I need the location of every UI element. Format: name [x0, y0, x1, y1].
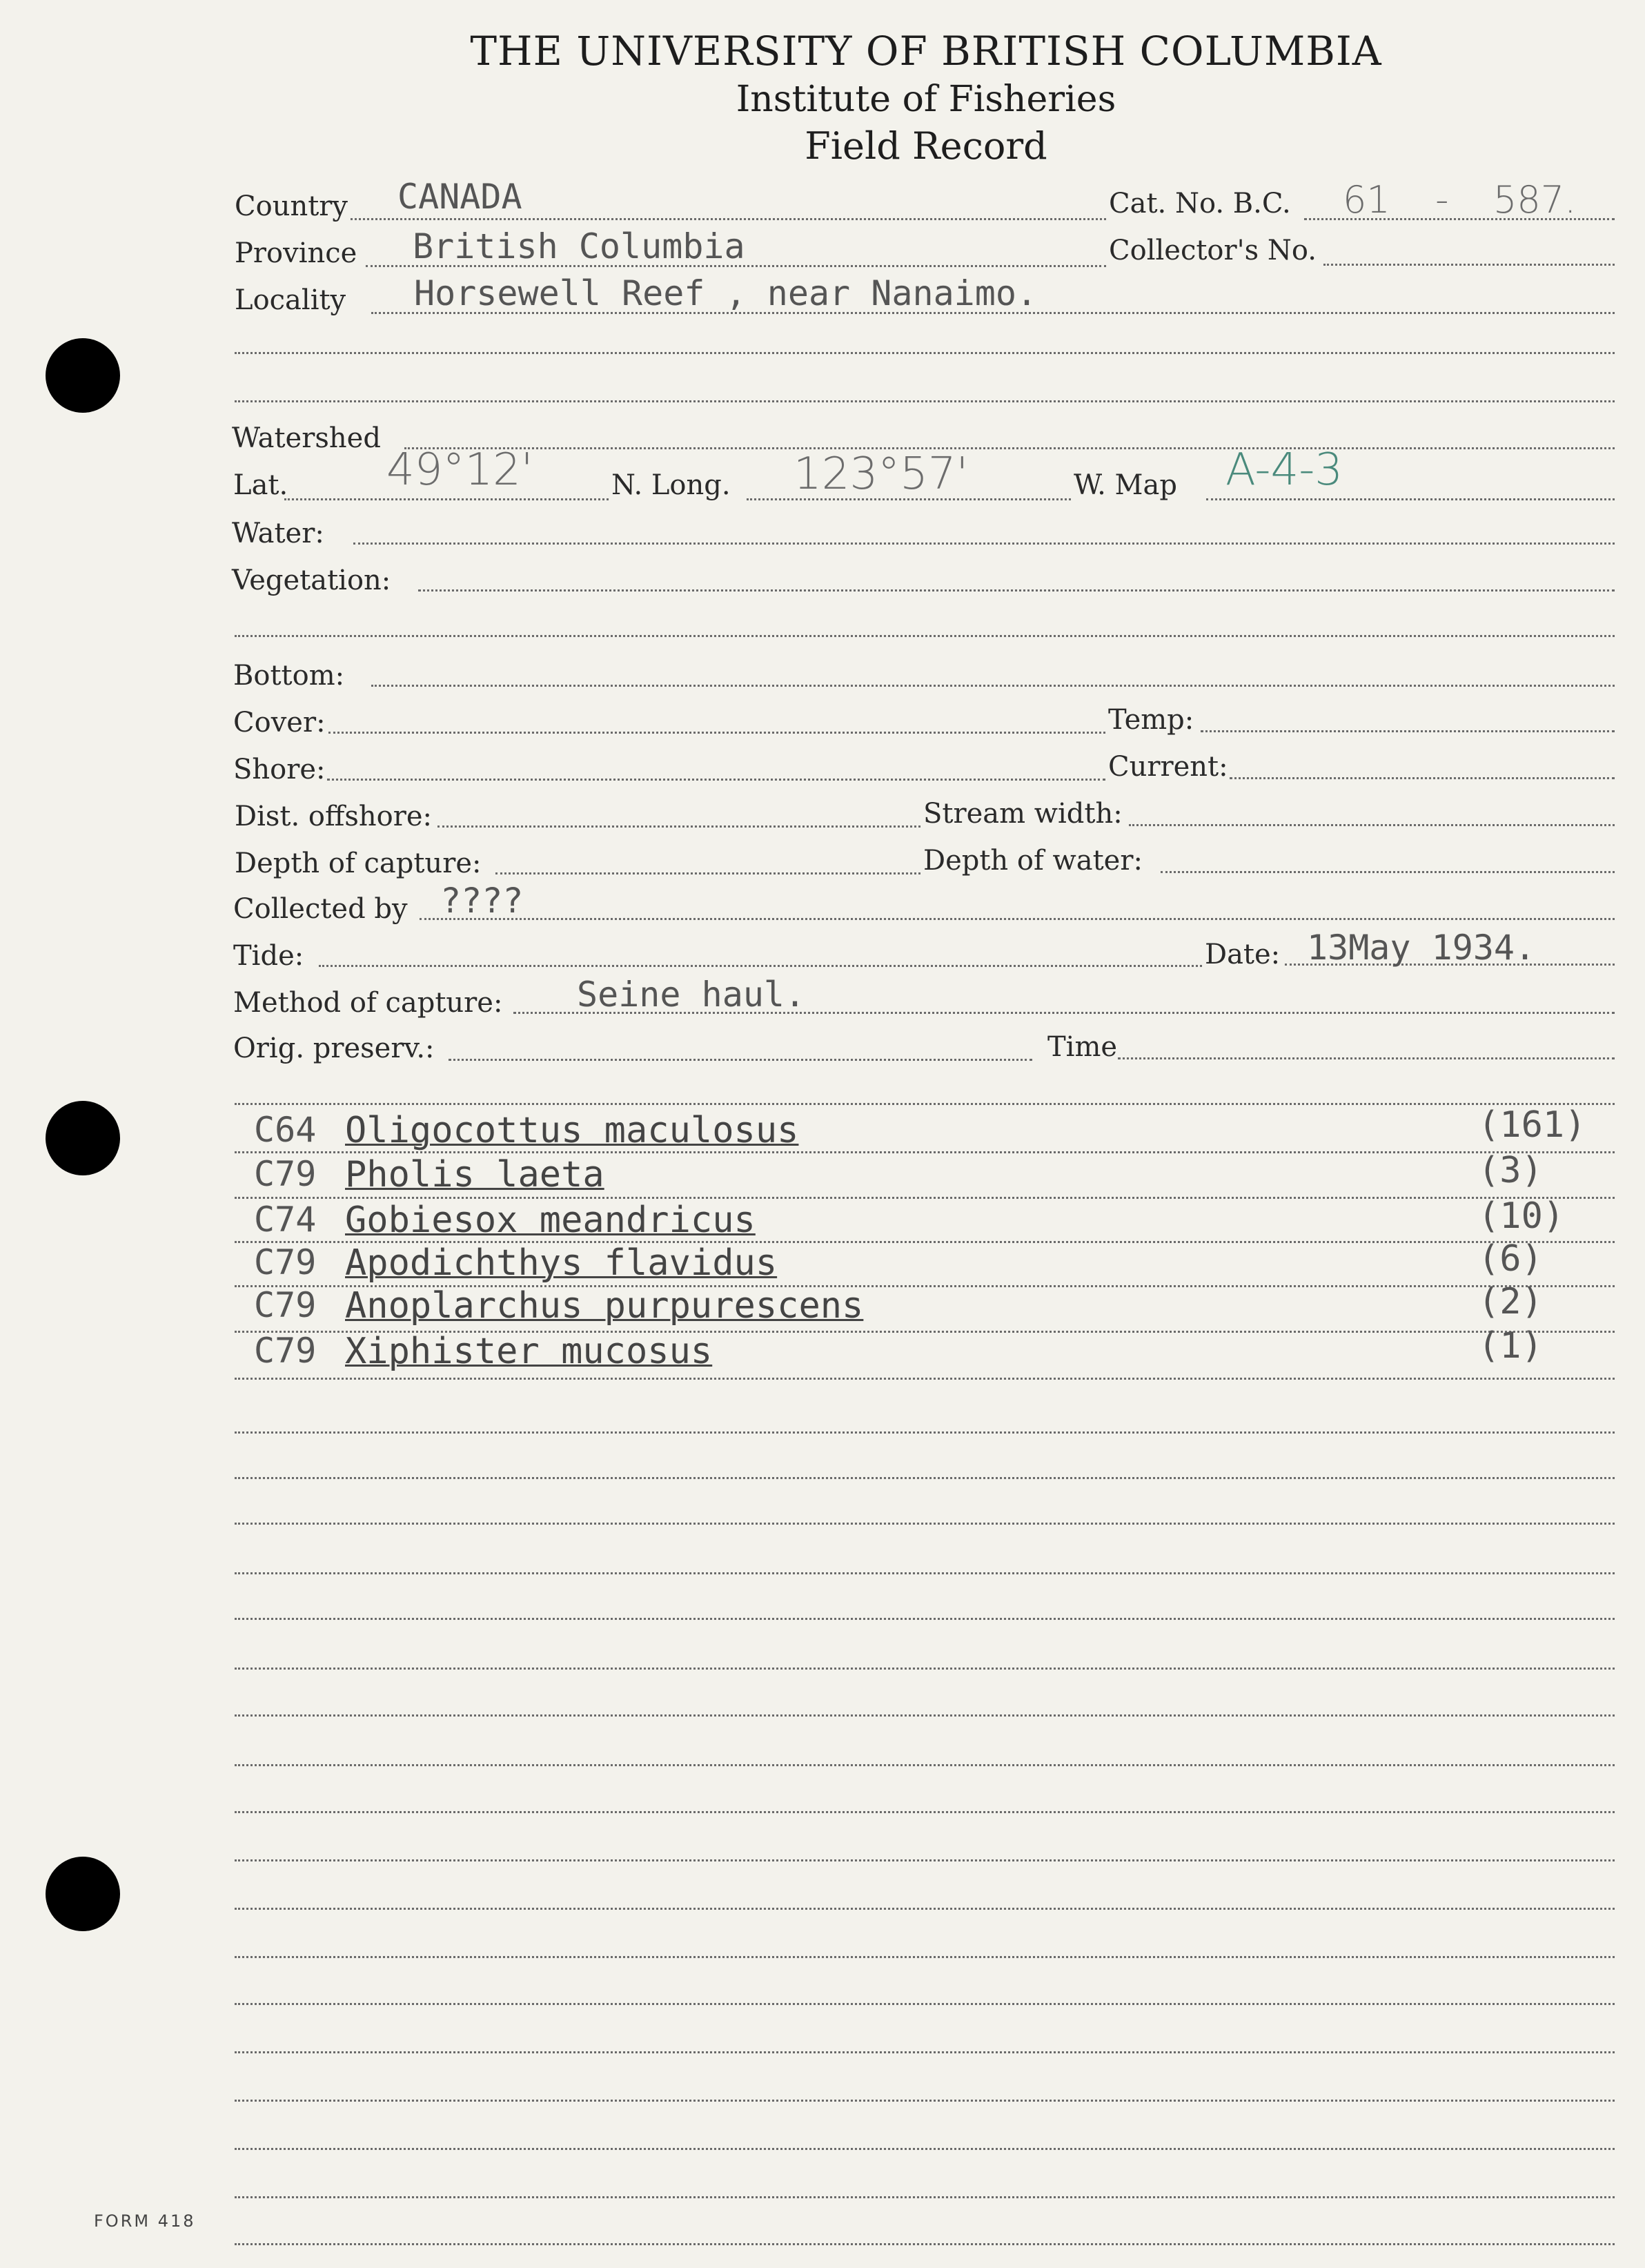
- bottom-label: Bottom:: [233, 660, 345, 692]
- species-line: [235, 1378, 1615, 1380]
- blank-line: [235, 2243, 1615, 2245]
- species-name: Gobiesox meandricus: [345, 1200, 756, 1241]
- species-code: C79: [254, 1154, 317, 1194]
- species-name: Apodichthys flavidus: [345, 1242, 778, 1284]
- vegetation-label: Vegetation:: [232, 565, 391, 596]
- species-name: Xiphister mucosus: [345, 1331, 713, 1372]
- orig-preserv-label: Orig. preserv.:: [233, 1033, 435, 1064]
- bottom-line: [371, 685, 1615, 687]
- tide-label: Tide:: [233, 940, 304, 972]
- binder-hole: [46, 338, 120, 413]
- collected-by-line: [420, 918, 1615, 920]
- current-label: Current:: [1108, 751, 1228, 783]
- map-line: [1206, 498, 1615, 500]
- blank-line: [235, 2051, 1615, 2053]
- water-line: [353, 542, 1615, 545]
- blank-line: [235, 2148, 1615, 2150]
- country-value: CANADA: [397, 177, 522, 217]
- form-title: Field Record: [805, 124, 1047, 168]
- depth-water-label: Depth of water:: [923, 845, 1143, 877]
- depth-capture-line: [495, 872, 920, 874]
- tide-line: [319, 965, 1202, 967]
- temp-line: [1201, 730, 1615, 732]
- date-label: Date:: [1205, 939, 1281, 970]
- depth-capture-label: Depth of capture:: [235, 848, 482, 879]
- cat-no-separator: -: [1435, 178, 1449, 222]
- species-count: (161): [1478, 1104, 1586, 1146]
- time-line: [1118, 1057, 1615, 1059]
- species-count: (2): [1478, 1281, 1543, 1322]
- locality-value: Horsewell Reef , near Nanaimo.: [414, 273, 1038, 313]
- n-long-label: N. Long.: [611, 469, 731, 501]
- locality-label: Locality: [235, 284, 346, 316]
- cover-label: Cover:: [233, 707, 326, 739]
- collectors-no-line: [1323, 264, 1615, 266]
- species-name: Oligocottus maculosus: [345, 1110, 799, 1151]
- collectors-no-label: Collector's No.: [1109, 235, 1317, 266]
- cat-no-number: 587.: [1493, 178, 1577, 222]
- blank-line: [235, 1811, 1615, 1813]
- country-line: [351, 218, 1106, 220]
- stream-width-label: Stream width:: [923, 798, 1123, 830]
- form-line: [235, 1103, 1615, 1105]
- species-count: (10): [1478, 1195, 1565, 1237]
- blank-line: [235, 1523, 1615, 1525]
- species-count: (1): [1478, 1325, 1543, 1367]
- lat-label: Lat.: [233, 469, 288, 501]
- blank-line: [235, 1618, 1615, 1620]
- dist-offshore-label: Dist. offshore:: [235, 801, 433, 832]
- institution-title: THE UNIVERSITY OF BRITISH COLUMBIA: [470, 28, 1382, 75]
- date-value: 13May 1934.: [1307, 928, 1536, 968]
- time-label: Time: [1047, 1031, 1118, 1063]
- current-line: [1230, 777, 1615, 779]
- locality-line-3: [235, 400, 1615, 402]
- species-code: C79: [254, 1242, 317, 1282]
- lat-value: 49°12': [386, 444, 533, 496]
- collected-by-value: ????: [440, 881, 524, 921]
- water-label: Water:: [232, 518, 324, 549]
- species-line: [235, 1197, 1615, 1199]
- blank-line: [235, 1714, 1615, 1717]
- species-name: Pholis laeta: [345, 1154, 604, 1195]
- blank-line: [235, 1572, 1615, 1574]
- shore-label: Shore:: [233, 754, 326, 785]
- orig-preserv-line: [449, 1059, 1032, 1061]
- blank-line: [235, 1956, 1615, 1958]
- department-title: Institute of Fisheries: [736, 79, 1116, 120]
- blank-line: [235, 1477, 1615, 1479]
- blank-line: [235, 1668, 1615, 1670]
- blank-line: [235, 2196, 1615, 2198]
- province-value: British Columbia: [413, 226, 745, 266]
- watershed-line: [404, 447, 1615, 449]
- species-count: (6): [1478, 1238, 1543, 1280]
- blank-line: [235, 1431, 1615, 1434]
- form-number: FORM 418: [94, 2211, 196, 2231]
- species-name: Anoplarchus purpurescens: [345, 1285, 864, 1327]
- blank-line: [235, 1908, 1615, 1910]
- blank-line: [235, 2100, 1615, 2102]
- shore-line: [327, 779, 1105, 781]
- cover-line: [328, 732, 1105, 734]
- temp-label: Temp:: [1108, 704, 1194, 736]
- stream-width-line: [1129, 824, 1615, 826]
- method-value: Seine haul.: [577, 975, 806, 1015]
- locality-line-2: [235, 352, 1615, 354]
- cat-no-prefix: 61: [1343, 178, 1390, 222]
- species-count: (3): [1478, 1150, 1543, 1191]
- vegetation-line: [418, 589, 1615, 592]
- species-code: C79: [254, 1331, 317, 1371]
- binder-hole: [46, 1101, 120, 1175]
- lat-line: [284, 498, 609, 500]
- species-code: C74: [254, 1200, 317, 1240]
- long-value: 123°57': [794, 449, 969, 500]
- species-line: [235, 1151, 1615, 1153]
- blank-line: [235, 1859, 1615, 1861]
- vegetation-line-2: [235, 635, 1615, 637]
- blank-line: [235, 2003, 1615, 2005]
- method-label: Method of capture:: [233, 987, 503, 1019]
- collected-by-label: Collected by: [233, 893, 408, 925]
- binder-hole: [46, 1857, 120, 1931]
- species-code: C79: [254, 1285, 317, 1325]
- depth-water-line: [1161, 871, 1615, 873]
- watershed-label: Watershed: [232, 422, 381, 454]
- species-code: C64: [254, 1110, 317, 1150]
- province-label: Province: [235, 237, 357, 269]
- blank-line: [235, 1764, 1615, 1766]
- country-label: Country: [235, 190, 348, 222]
- cat-no-label: Cat. No. B.C.: [1109, 188, 1291, 219]
- w-map-label: W. Map: [1074, 469, 1177, 501]
- map-value: A-4-3: [1225, 444, 1343, 496]
- dist-offshore-line: [437, 825, 920, 828]
